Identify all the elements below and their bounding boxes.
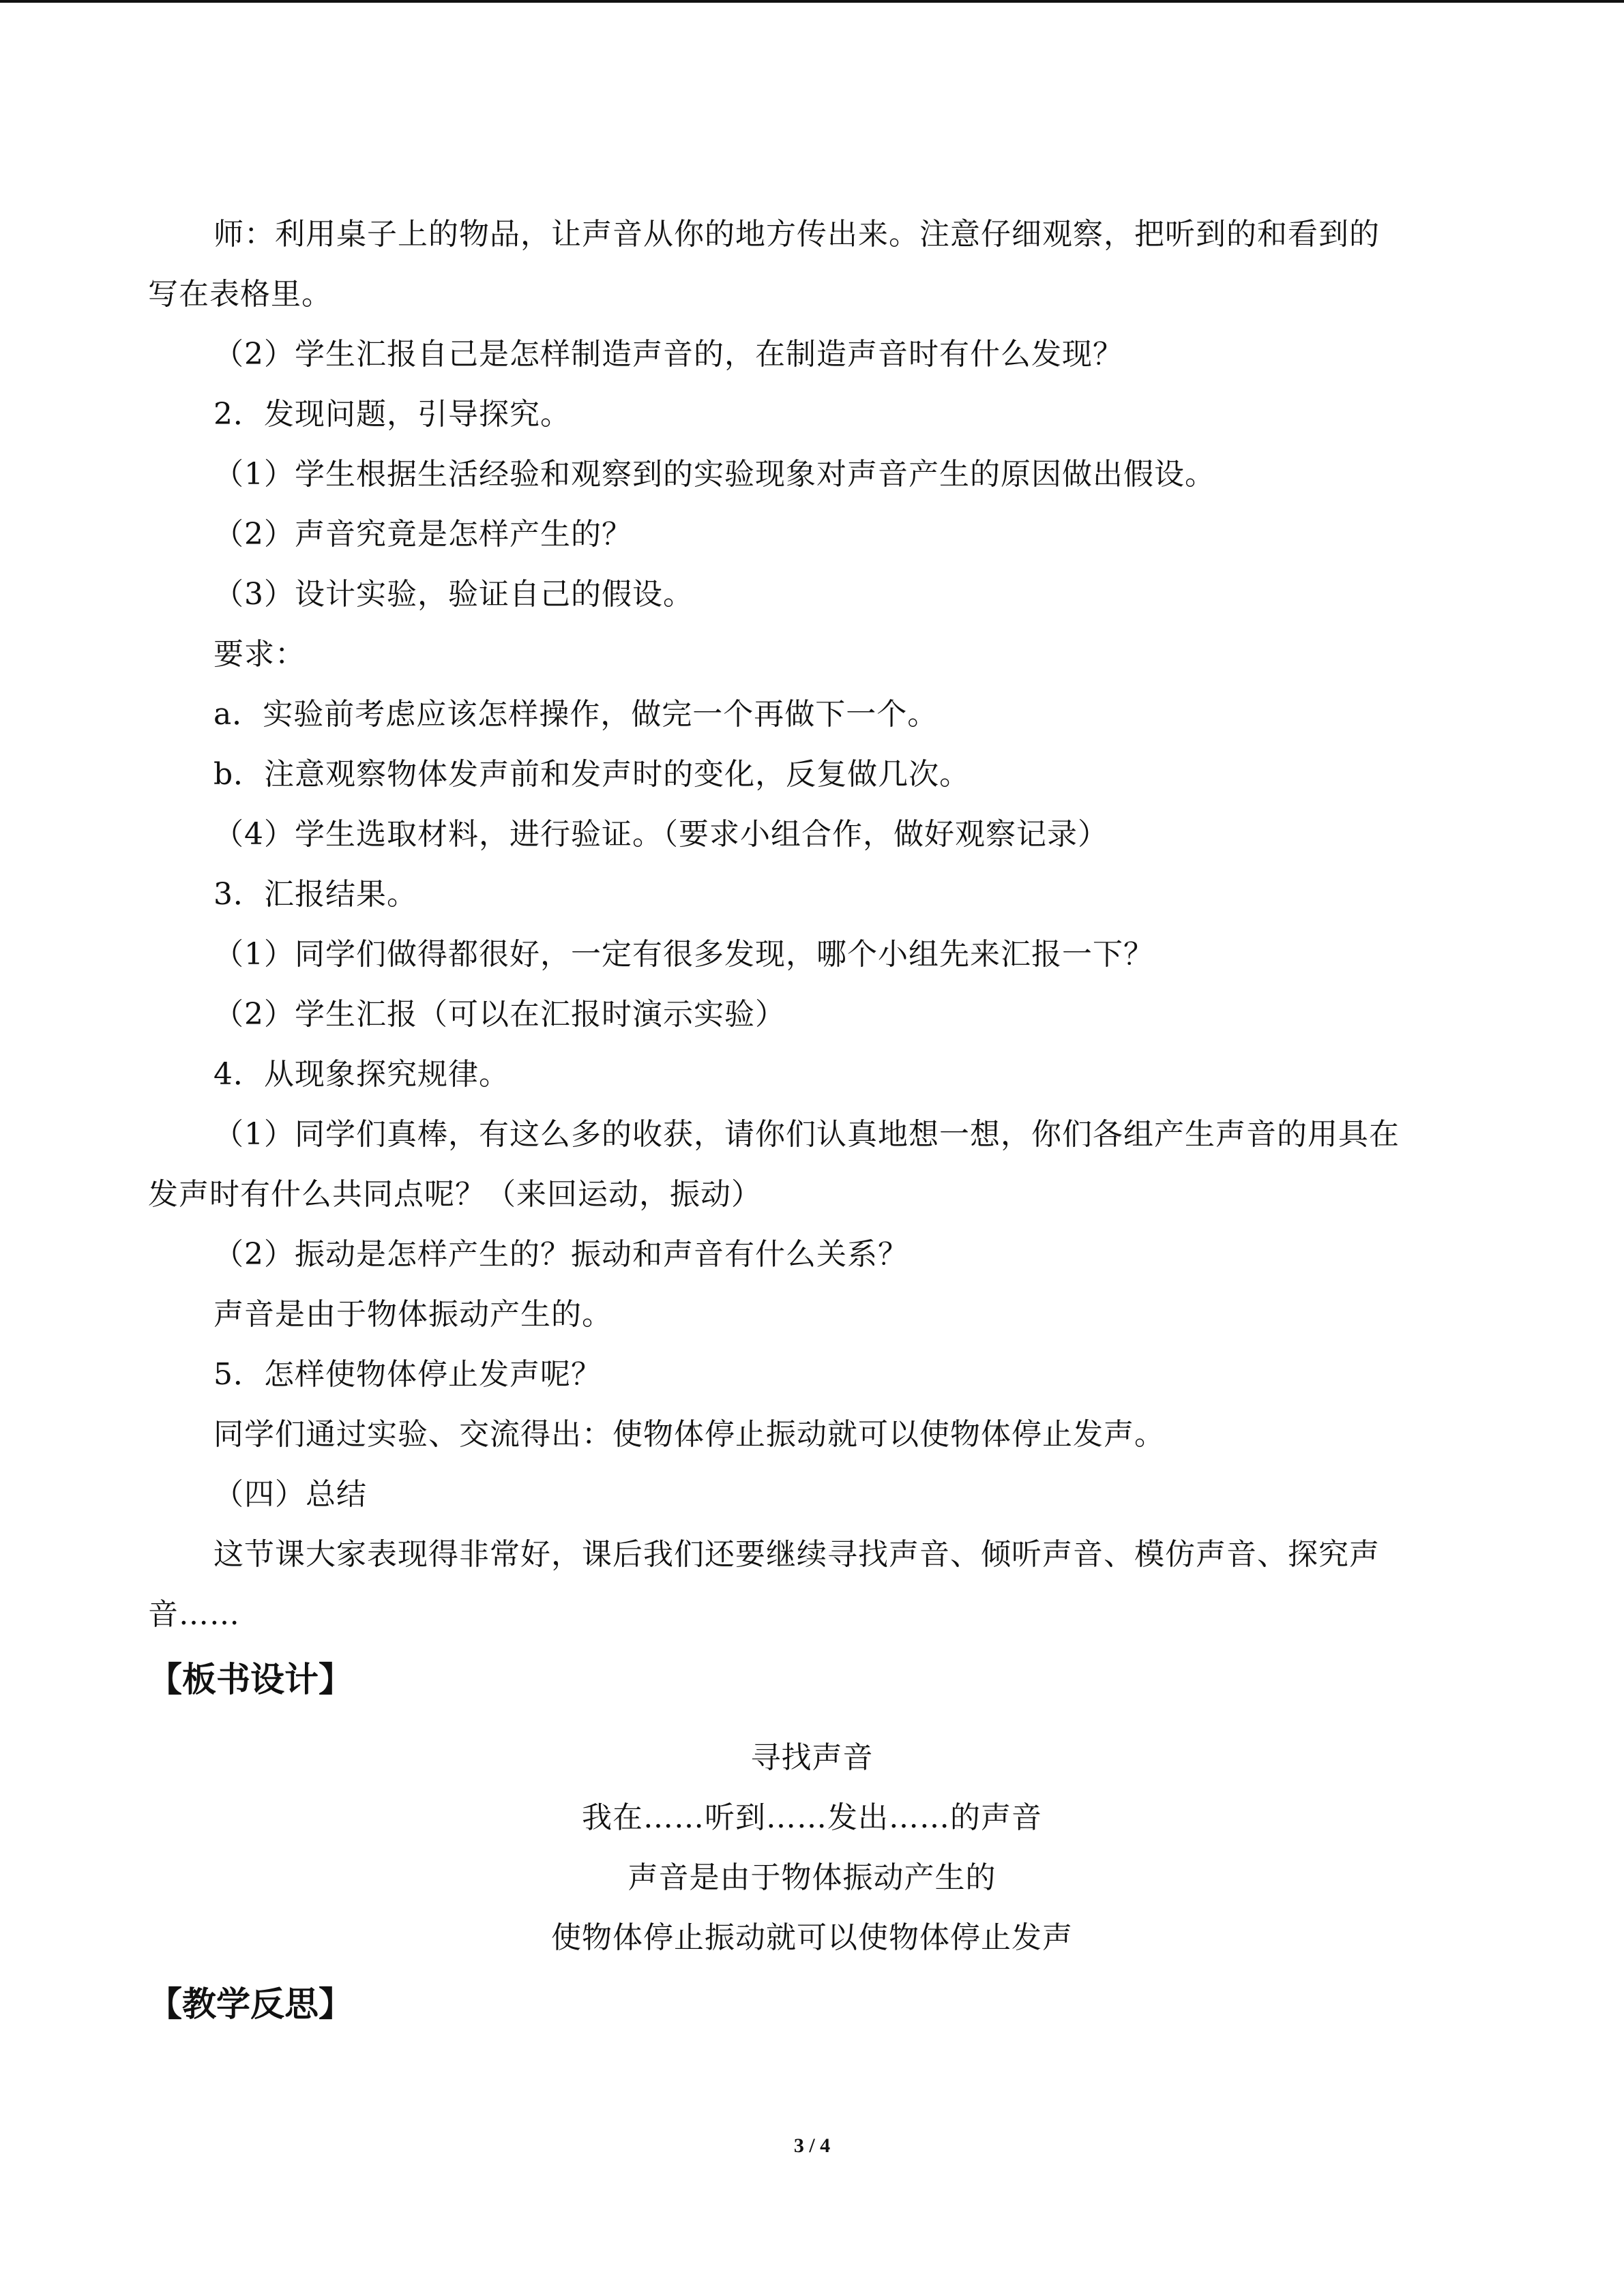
- step-5-heading: 5．怎样使物体停止发声呢？: [213, 1357, 602, 1392]
- paragraph-verification: （4）学生选取材料，进行验证。（要求小组合作，做好观察记录）: [213, 817, 1108, 852]
- requirement-b: b．注意观察物体发声前和发声时的变化，反复做几次。: [213, 757, 971, 792]
- summary-heading: （四）总结: [213, 1477, 367, 1512]
- teaching-reflection-heading: 【教学反思】: [148, 1984, 353, 2024]
- paragraph-summary-line1: 这节课大家表现得非常好，课后我们还要继续寻找声音、倾听声音、模仿声音、探究声: [213, 1537, 1380, 1572]
- paragraph-common-point-line1: （1）同学们真棒，有这么多的收获，请你们认真地想一想，你们各组产生声音的用具在: [213, 1117, 1400, 1152]
- paragraph-common-point-line2: 发声时有什么共同点呢？（来回运动，振动）: [148, 1177, 762, 1212]
- board-line-observation: 我在……听到……发出……的声音: [582, 1800, 1042, 1835]
- step-3-heading: 3．汇报结果。: [213, 877, 417, 912]
- paragraph-hypothesis: （1）学生根据生活经验和观察到的实验现象对声音产生的原因做出假设。: [213, 457, 1215, 492]
- paragraph-vibration-question: （2）振动是怎样产生的？振动和声音有什么关系？: [213, 1237, 909, 1272]
- paragraph-teacher-instruction-line1: 师：利用桌子上的物品，让声音从你的地方传出来。注意仔细观察，把听到的和看到的: [213, 217, 1380, 252]
- board-design-heading: 【板书设计】: [148, 1660, 353, 1699]
- paragraph-teacher-instruction-line2: 写在表格里。: [148, 277, 332, 312]
- board-line-stop: 使物体停止振动就可以使物体停止发声: [551, 1920, 1073, 1955]
- board-line-cause: 声音是由于物体振动产生的: [628, 1860, 996, 1895]
- paragraph-sound-conclusion: 声音是由于物体振动产生的。: [213, 1297, 612, 1332]
- paragraph-student-demo: （2）学生汇报（可以在汇报时演示实验）: [213, 997, 786, 1032]
- page-number: 3 / 4: [793, 2134, 831, 2157]
- paragraph-summary-line2: 音……: [148, 1597, 240, 1632]
- paragraph-student-report: （2）学生汇报自己是怎样制造声音的，在制造声音时有什么发现？: [213, 337, 1123, 372]
- step-2-heading: 2．发现问题，引导探究。: [213, 397, 571, 432]
- requirements-label: 要求：: [213, 637, 306, 672]
- paragraph-question: （2）声音究竟是怎样产生的？: [213, 517, 632, 552]
- requirement-a: a．实验前考虑应该怎样操作，做完一个再做下一个。: [213, 697, 939, 732]
- paragraph-design-experiment: （3）设计实验，验证自己的假设。: [213, 577, 694, 612]
- step-4-heading: 4．从现象探究规律。: [213, 1057, 510, 1092]
- paragraph-stop-sound: 同学们通过实验、交流得出：使物体停止振动就可以使物体停止发声。: [213, 1417, 1165, 1452]
- paragraph-group-report: （1）同学们做得都很好，一定有很多发现，哪个小组先来汇报一下？: [213, 937, 1154, 972]
- board-line-title: 寻找声音: [750, 1740, 874, 1775]
